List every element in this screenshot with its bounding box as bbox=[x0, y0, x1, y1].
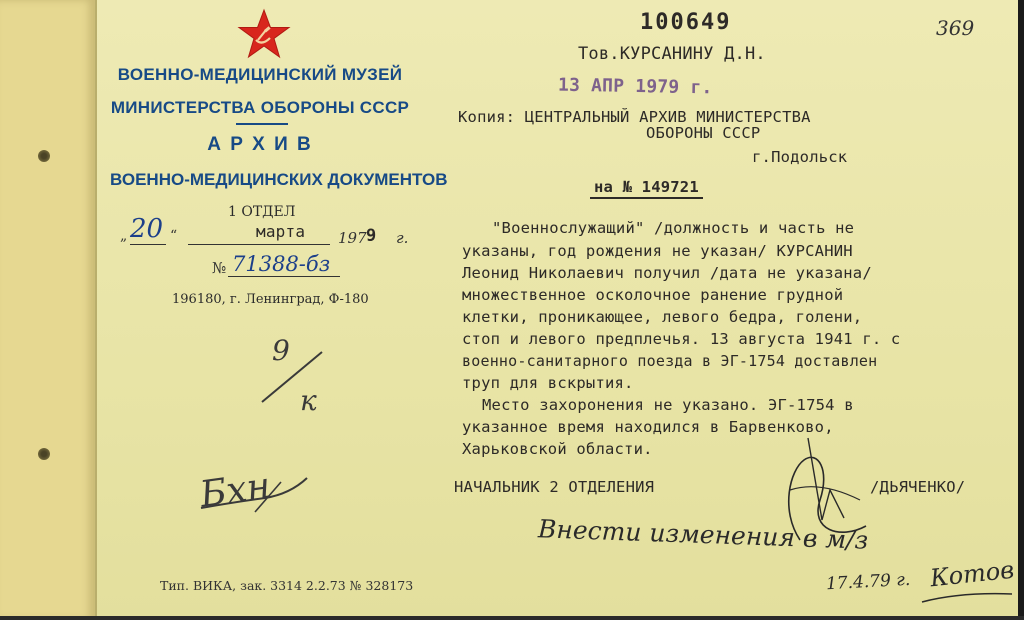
printer-imprint: Тип. ВИКА, зак. 3314 2.2.73 № 328173 bbox=[160, 578, 414, 593]
museum-name-line1: ВОЕННО-МЕДИЦИНСКИЙ МУЗЕЙ bbox=[117, 65, 403, 84]
letterhead-divider bbox=[236, 123, 288, 125]
archive-subheading: ВОЕННО-МЕДИЦИНСКИХ ДОКУМЕНТОВ bbox=[110, 170, 448, 189]
fold-line bbox=[95, 0, 97, 620]
date-suffix: г. bbox=[396, 229, 409, 247]
city: г.Подольск bbox=[752, 148, 848, 166]
signer-name: /ДЬЯЧЕНКО/ bbox=[870, 478, 966, 496]
handwritten-signature: Котов bbox=[928, 555, 1016, 593]
ref-number: 71388-бз bbox=[232, 252, 331, 276]
address-line: 196180, г. Ленинград, Ф-180 bbox=[172, 292, 369, 307]
punch-hole-top bbox=[38, 150, 50, 162]
margin-fraction-top: 9 bbox=[272, 334, 290, 367]
ref-prefix: № bbox=[212, 259, 227, 277]
binding-strip bbox=[0, 0, 95, 620]
body-line: "Военнослужащий" /должность и часть не bbox=[492, 219, 855, 237]
reply-reference: на № 149721 bbox=[590, 178, 703, 199]
copy-line-2: ОБОРОНЫ СССР bbox=[646, 124, 761, 142]
red-star-icon bbox=[236, 8, 292, 62]
body-line: клетки, проникающее, левого бедра, голени, bbox=[462, 308, 863, 326]
body-line: Харьковской области. bbox=[462, 440, 653, 458]
margin-scribble: Бхн bbox=[197, 465, 273, 516]
date-day: 20 bbox=[130, 214, 164, 244]
page-mark: 369 bbox=[936, 16, 975, 40]
department-label: 1 ОТДЕЛ bbox=[228, 204, 296, 220]
body-line: указаны, год рождения не указан/ КУРСАНИН bbox=[462, 242, 853, 260]
punch-hole-bottom bbox=[38, 448, 50, 460]
archive-document: ВОЕННО-МЕДИЦИНСКИЙ МУЗЕЙ МИНИСТЕРСТВА ОБОРОНЫ СССР А Р Х И В ВОЕННО-МЕДИЦИНСКИХ ДОКУМЕНТОВ 1 ОТДЕЛ „ 20 “ марта 197 9 г. № 71388-бз 196180, г. Ленинград, Ф-180 9 к Бхн Тип. ВИКА, зак. 3314 2.2.73 № 328173 100649 369 Тов.КУРСАНИНУ Д.Н. 13 АПР 1979 г. Копия: ЦЕНТРАЛЬНЫЙ АРХИВ МИНИСТЕРСТВА ОБОРОНЫ СССР г.Подольск на № 149721 "Военнослужащий" /должность и часть не указаны, год рождения не указан/ КУРСАНИН Леонид Николаевич получил /дата не указана/ множественное осколочное ранение грудной клетки, проникающее, левого бедра, голени, стоп и левого предплечья. 13 августа 1941 г. с военно-санитарного поезда в ЭГ-1754 доставлен труп для вскрытия. Место захоронения не указано. ЭГ-1754 в указанное время находился в Барвенково, Харьковской области. НАЧАЛЬНИК 2 ОТДЕЛЕНИЯ /ДЬЯЧЕНКО/ Внести изменения в м/з 17.4.79 г. Котов bbox=[0, 0, 1024, 620]
received-stamp: 13 АПР 1979 г. bbox=[557, 74, 713, 99]
body-line: множественное осколочное ранение грудной bbox=[462, 286, 844, 304]
museum-name-line2: МИНИСТЕРСТВА ОБОРОНЫ СССР bbox=[110, 98, 410, 117]
archive-heading: А Р Х И В bbox=[207, 134, 313, 155]
fraction-slash bbox=[258, 348, 328, 406]
scribble-strokes bbox=[195, 468, 315, 518]
addressee: Тов.КУРСАНИНУ Д.Н. bbox=[578, 44, 766, 64]
handwritten-note: Внести изменения в м/з bbox=[537, 514, 869, 555]
date-year-prefix: 197 bbox=[338, 229, 367, 247]
signer-title: НАЧАЛЬНИК 2 ОТДЕЛЕНИЯ bbox=[454, 478, 655, 496]
copy-line-1: Копия: ЦЕНТРАЛЬНЫЙ АРХИВ МИНИСТЕРСТВА bbox=[458, 108, 811, 126]
handwritten-underline bbox=[920, 588, 1016, 606]
document-number: 100649 bbox=[640, 10, 732, 35]
body-line: Леонид Николаевич получил /дата не указана/ bbox=[462, 264, 872, 282]
body-line: труп для вскрытия. bbox=[462, 374, 634, 392]
scan-edge-right bbox=[1018, 0, 1024, 620]
body-line: указанное время находился в Барвенково, bbox=[462, 418, 834, 436]
body-line: Место захоронения не указано. ЭГ-1754 в bbox=[482, 396, 854, 414]
scan-edge-bottom bbox=[0, 616, 1024, 620]
date-month: марта bbox=[256, 222, 306, 241]
date-year-digit: 9 bbox=[366, 226, 377, 246]
handwritten-date: 17.4.79 г. bbox=[825, 569, 911, 595]
body-line: военно-санитарного поезда в ЭГ-1754 доставлен bbox=[462, 352, 878, 370]
body-line: стоп и левого предплечья. 13 августа 1941 г. с bbox=[462, 330, 901, 348]
margin-fraction-bottom: к bbox=[300, 384, 317, 417]
